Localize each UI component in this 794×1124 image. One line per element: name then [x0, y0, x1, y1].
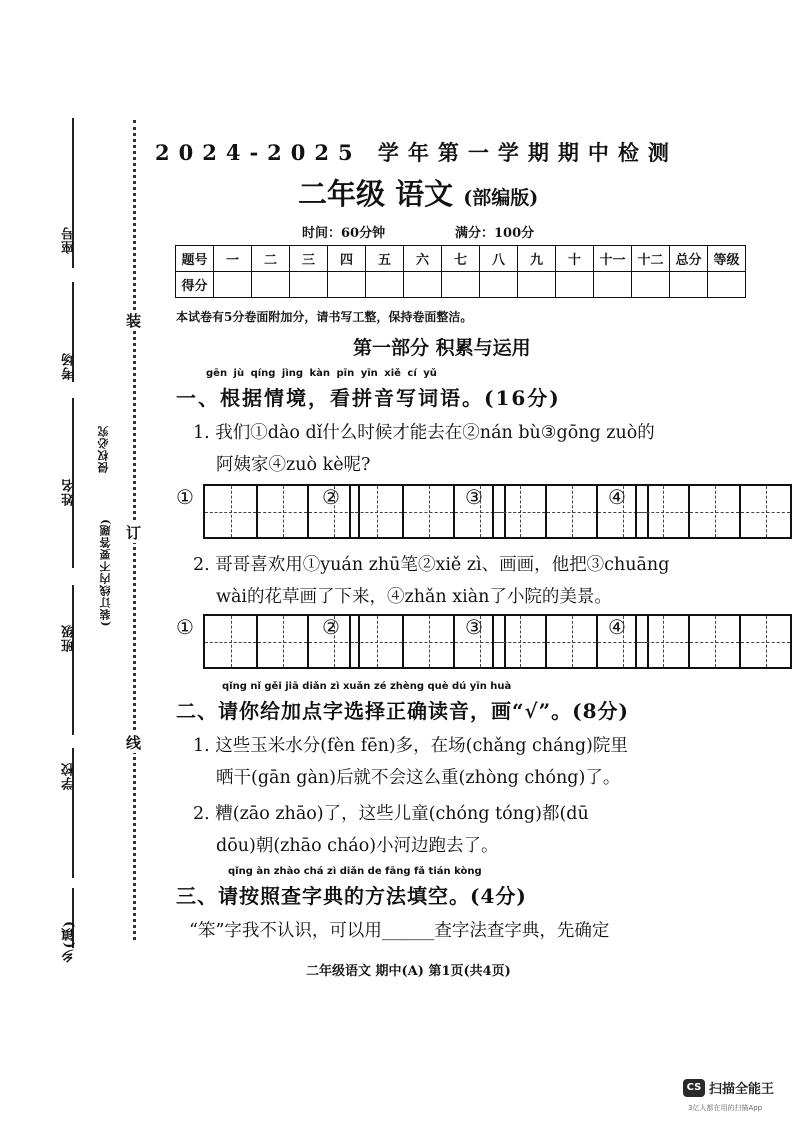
score-cell[interactable] — [404, 272, 442, 298]
answer-label-3: ③ — [465, 485, 483, 509]
score-col: 一 — [214, 246, 252, 272]
score-col: 七 — [442, 246, 480, 272]
section3-line1: “笨”字我不认识，可以用______查字法查字典，先确定 — [189, 921, 610, 941]
watermark-tagline: 3亿人都在用的扫描App — [688, 1104, 763, 1112]
part-title: 第一部分 积累与运用 — [353, 337, 531, 359]
score-cell[interactable] — [556, 272, 594, 298]
section2-heading: 二、请你给加点字选择正确读音，画“√”。(8分) — [176, 699, 629, 723]
answer-label-2: ② — [322, 485, 340, 509]
section1-q1-line2: 阿姨家④zuò kè呢? — [216, 455, 371, 475]
score-col: 等级 — [708, 246, 746, 272]
section2-q1-line2: 晒干(gān gàn)后就不会这么重(zhòng chóng)了。 — [216, 768, 621, 788]
score-col: 十一 — [594, 246, 632, 272]
exam-time: 时间：60分钟 — [302, 226, 386, 241]
score-cell[interactable] — [670, 272, 708, 298]
answer-label-4: ④ — [608, 485, 626, 509]
section1-q2-line1: 2. 哥哥喜欢用①yuán zhū笔②xiě zì、画画，他把③chuāng — [193, 555, 670, 575]
section3-heading: 三、请按照查字典的方法填空。(4分) — [176, 884, 527, 908]
score-cell[interactable] — [518, 272, 556, 298]
score-cell[interactable] — [214, 272, 252, 298]
score-col: 总分 — [670, 246, 708, 272]
answer-label-3: ③ — [465, 615, 483, 639]
score-col: 五 — [366, 246, 404, 272]
seal-char: 装 — [126, 312, 142, 330]
score-cell[interactable] — [708, 272, 746, 298]
score-col: 二 — [252, 246, 290, 272]
name-label: 姓名 — [62, 478, 77, 506]
score-cell[interactable] — [366, 272, 404, 298]
scanner-watermark — [683, 1078, 774, 1097]
line-char: 线 — [126, 734, 142, 752]
score-cell[interactable] — [442, 272, 480, 298]
score-cell[interactable] — [632, 272, 670, 298]
neatness-note: 本试卷有5分卷面附加分，请书写工整，保持卷面整洁。 — [176, 310, 473, 324]
score-cell[interactable] — [290, 272, 328, 298]
exam-subtitle — [298, 172, 538, 213]
score-col: 八 — [480, 246, 518, 272]
score-table-header-row — [176, 246, 746, 272]
seat-label: 座号 — [62, 226, 77, 254]
township-label: 乡(镇) — [62, 920, 77, 963]
score-col: 六 — [404, 246, 442, 272]
subtitle-main: 二年级 语文 — [298, 177, 454, 211]
no-answer-warning: (装订线内不要答题) — [99, 518, 112, 627]
score-col: 九 — [518, 246, 556, 272]
score-table-score-row — [176, 272, 746, 298]
score-col: 四 — [328, 246, 366, 272]
score-table — [175, 245, 746, 298]
answer-label-4: ④ — [608, 615, 626, 639]
answer-label-1: ① — [176, 485, 194, 509]
bind-char: 订 — [126, 524, 142, 542]
copyright-warning: 侵权必究 — [97, 425, 110, 473]
section1-pinyin: gēn jù qíng jìng kàn pīn yīn xiě cí yǔ — [206, 368, 437, 379]
score-col: 十二 — [632, 246, 670, 272]
section1-q1-line1: 1. 我们①dào dǐ什么时候才能去在②nán bù③gōng zuò的 — [193, 423, 655, 443]
exam-title: 2024-2025 学年第一学期期中检测 — [155, 140, 678, 165]
score-col: 三 — [290, 246, 328, 272]
section2-q1-line1: 1. 这些玉米水分(fèn fēn)多，在场(chǎng cháng)院里 — [193, 736, 628, 756]
score-cell[interactable] — [480, 272, 518, 298]
score-col: 十 — [556, 246, 594, 272]
answer-label-1: ① — [176, 615, 194, 639]
page-footer: 二年级语文 期中(A) 第1页(共4页) — [306, 964, 511, 979]
school-label: 学校 — [62, 762, 77, 790]
answer-grid-q1-4[interactable] — [635, 484, 792, 539]
answer-label-2: ② — [322, 615, 340, 639]
score-cell[interactable] — [328, 272, 366, 298]
section3-pinyin: qǐng àn zhào chá zì diǎn de fāng fǎ tián kòng — [228, 866, 482, 877]
section2-q2-line2: dōu)朝(zhāo cháo)小河边跑去了。 — [216, 836, 499, 856]
camscanner-logo-icon: CS — [683, 1079, 705, 1097]
score-cell[interactable] — [594, 272, 632, 298]
answer-grid-q2-4[interactable] — [635, 614, 792, 669]
exam-room-label: 考场 — [62, 352, 77, 380]
section1-heading: 一、根据情境，看拼音写词语。(16分) — [176, 386, 561, 410]
section2-pinyin: qǐng nǐ gěi jiā diǎn zì xuǎn zé zhèng què dú yīn huà — [222, 681, 512, 692]
subtitle-edition: (部编版) — [463, 187, 539, 209]
full-score: 满分：100分 — [455, 226, 535, 241]
watermark-name: 扫描全能王 — [709, 1082, 775, 1097]
score-row-label: 得分 — [176, 272, 214, 298]
binding-rule-4 — [72, 585, 74, 735]
section1-q2-line2: wài的花草画了下来，④zhǎn xiàn了小院的美景。 — [216, 587, 612, 607]
section2-q2-line1: 2. 糟(zāo zhāo)了，这些儿童(chóng tóng)都(dū — [193, 804, 589, 824]
score-cell[interactable] — [252, 272, 290, 298]
score-header-label: 题号 — [176, 246, 214, 272]
class-label: 班级 — [62, 624, 77, 652]
